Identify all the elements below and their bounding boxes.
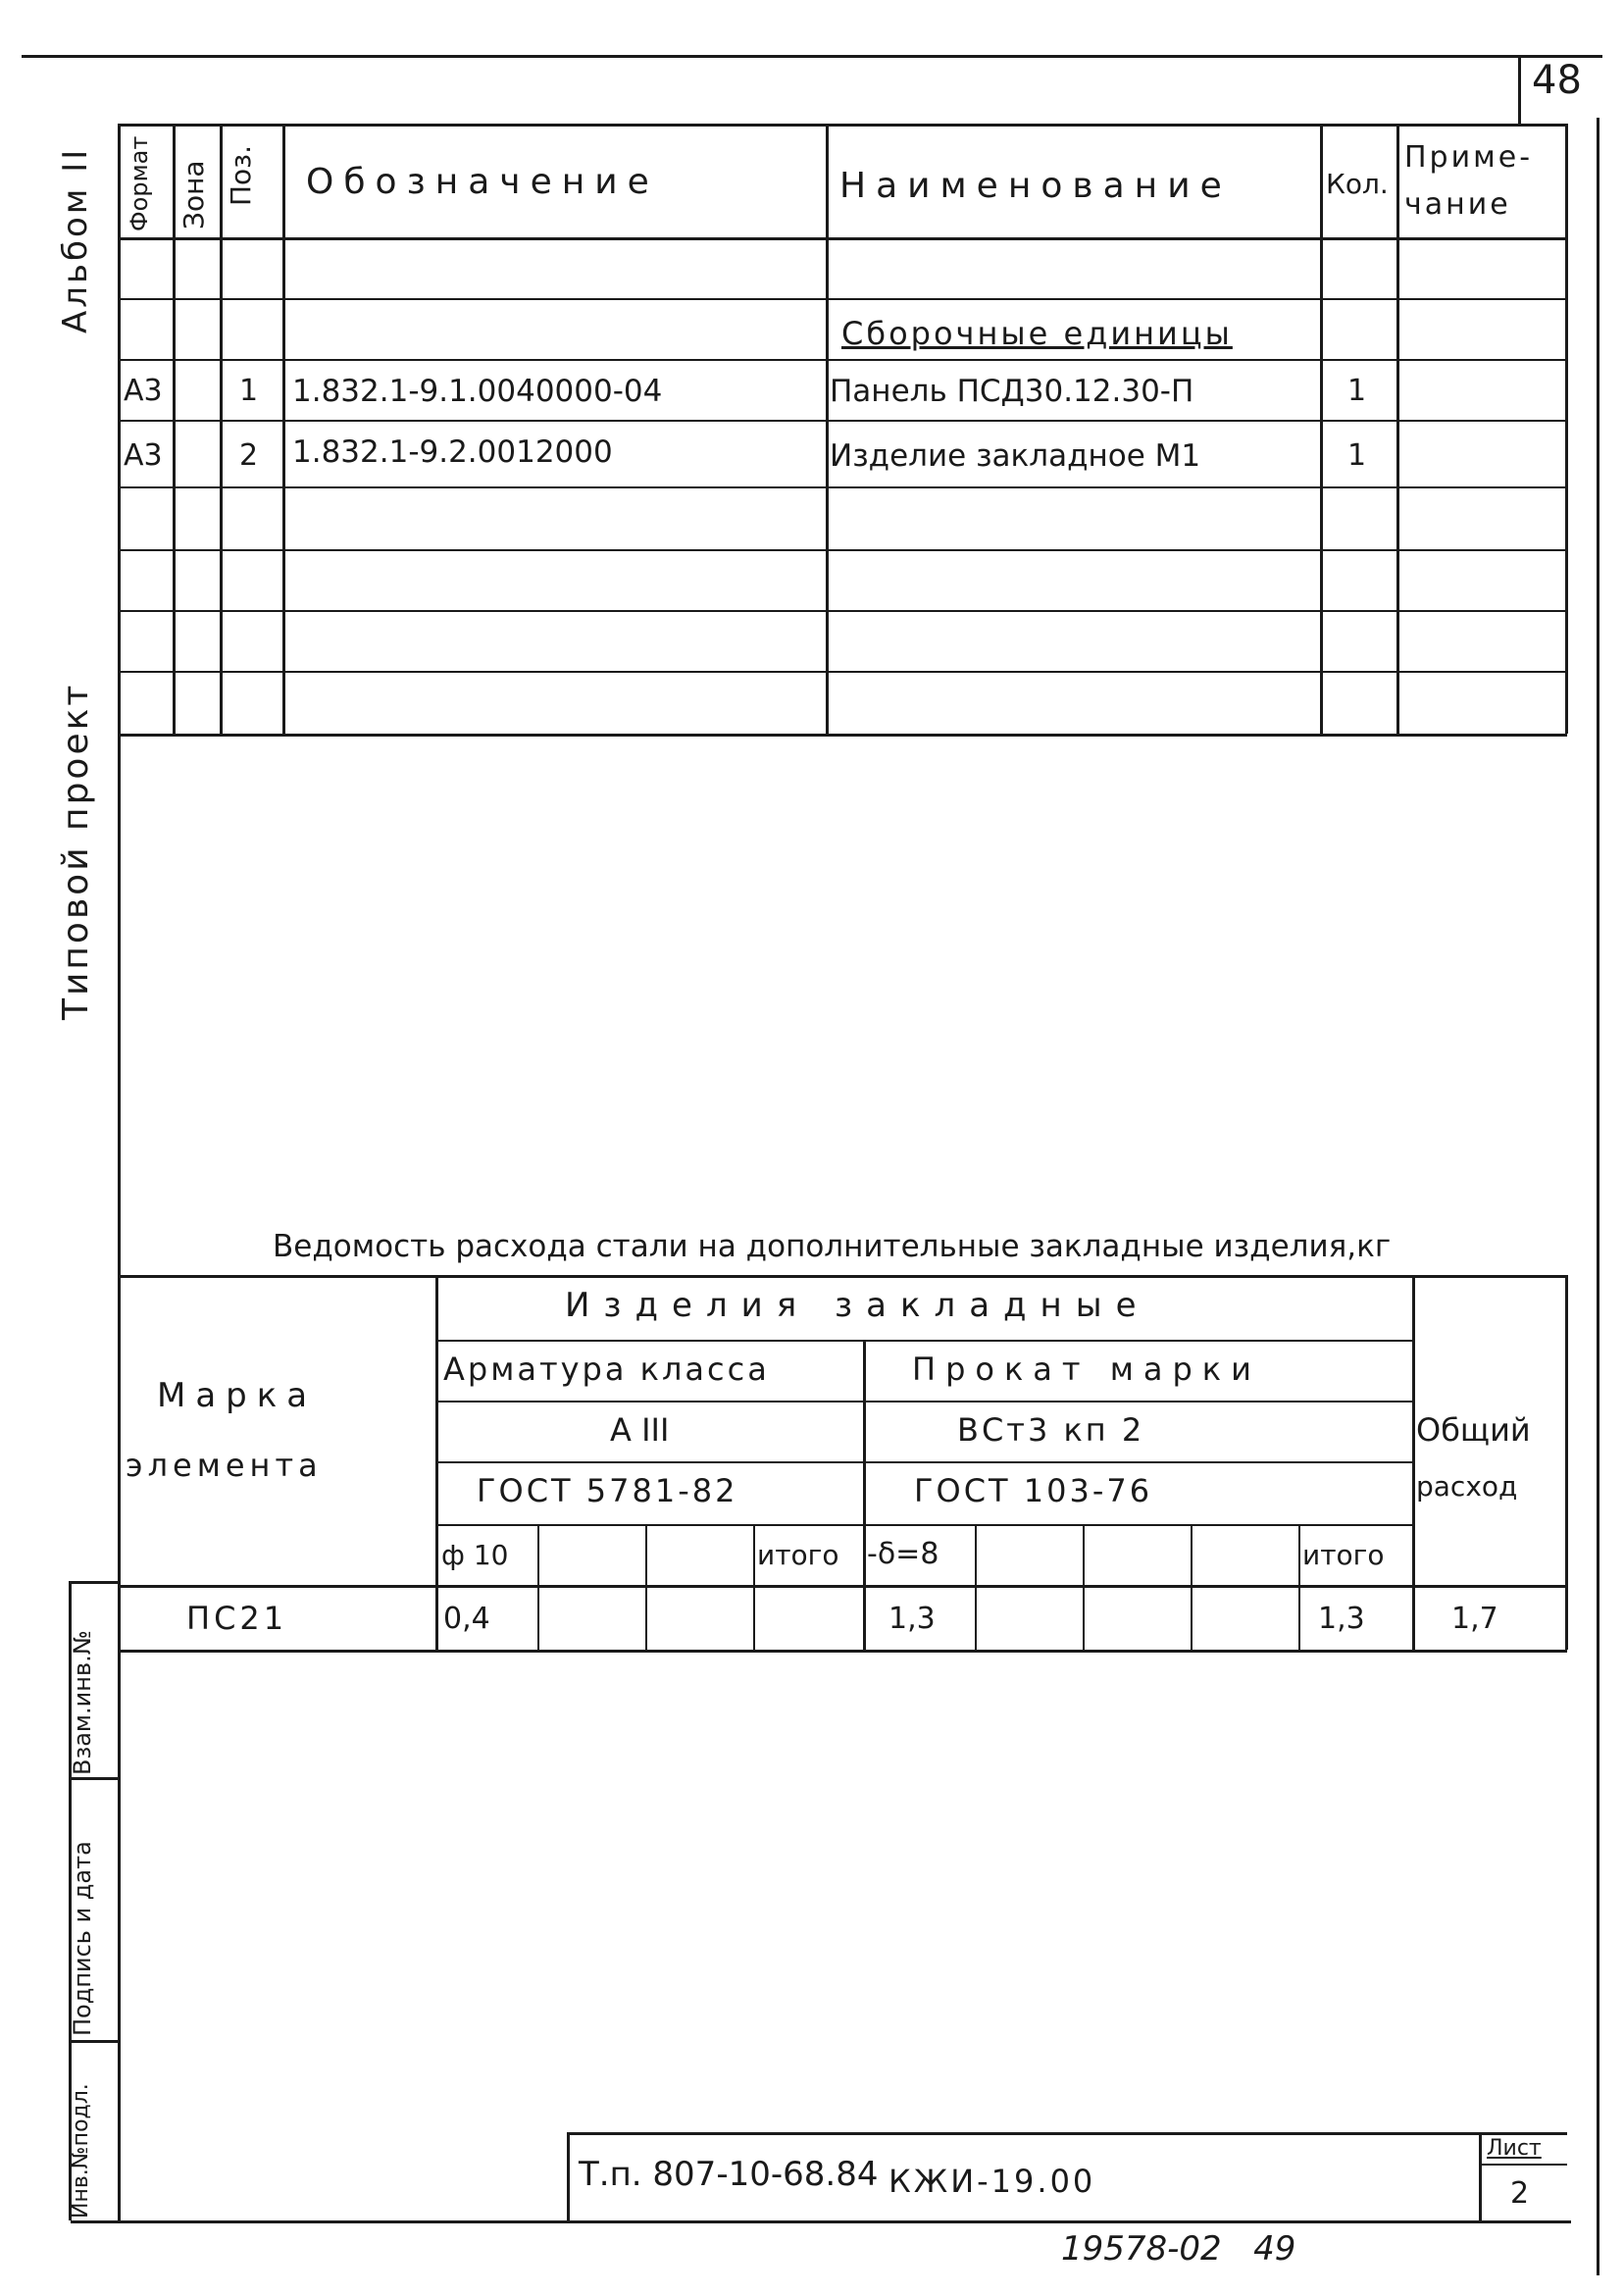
stamp-sheet-divider xyxy=(1479,2164,1567,2166)
steel-right-line xyxy=(1565,1275,1568,1650)
steel-total-label-1: Общий xyxy=(1416,1411,1531,1449)
header-format: Формат xyxy=(126,135,153,231)
spec-row-line xyxy=(118,486,1567,488)
steel-line xyxy=(435,1461,1412,1463)
podpis-data-label: Подпись и дата xyxy=(69,1841,96,2036)
header-note-1: Приме- xyxy=(1404,140,1534,175)
steel-row-overall: 1,7 xyxy=(1451,1602,1498,1636)
steel-col-line xyxy=(753,1524,755,1650)
page-number-box-left xyxy=(1518,55,1521,124)
row-designation: 1.832.1-9.1.0040000-04 xyxy=(292,374,663,409)
spec-row-line xyxy=(118,671,1567,673)
row-name: Изделие закладное М1 xyxy=(830,438,1201,474)
steel-sub-phi: ф 10 xyxy=(441,1539,509,1571)
steel-rebar-grade: А III xyxy=(610,1411,670,1449)
row-qty: 1 xyxy=(1347,438,1367,473)
stamp-doc: КЖИ-19.00 xyxy=(888,2163,1096,2200)
steel-row-rolled-total: 1,3 xyxy=(1318,1602,1365,1636)
steel-col-line xyxy=(1191,1524,1193,1650)
steel-row-mark: ПС21 xyxy=(186,1600,288,1637)
steel-subheader-bottom xyxy=(118,1585,1567,1588)
steel-col-line xyxy=(1412,1275,1415,1650)
steel-line xyxy=(435,1401,1412,1402)
spec-row-line xyxy=(118,610,1567,612)
bottom-handwritten-number: 19578-02 49 xyxy=(1061,2229,1296,2269)
side-stamp-top-line xyxy=(69,1581,120,1584)
spec-col-line xyxy=(173,124,176,734)
spec-row-line xyxy=(118,298,1567,300)
header-designation: Обозначение xyxy=(306,162,659,202)
page-number: 48 xyxy=(1532,58,1582,103)
stamp-sheet-line xyxy=(1479,2132,1482,2222)
steel-rolled-grade: Прокат марки xyxy=(912,1351,1261,1388)
spec-bottom-line xyxy=(118,734,1567,737)
stamp-sheet-number: 2 xyxy=(1510,2176,1530,2211)
steel-bottom-line xyxy=(118,1650,1567,1653)
header-qty: Кол. xyxy=(1326,168,1389,200)
steel-sub-delta: -δ=8 xyxy=(867,1537,939,1571)
row-name: Панель ПСД30.12.30-П xyxy=(830,374,1194,409)
spec-row-line xyxy=(118,549,1567,551)
steel-rebar-class: Арматура класса xyxy=(443,1351,770,1388)
steel-rebar-gost: ГОСТ 5781-82 xyxy=(477,1472,738,1509)
bottom-frame-line xyxy=(71,2220,1571,2223)
steel-col-line xyxy=(1083,1524,1085,1650)
steel-rolled-steel: ВСт3 кп 2 xyxy=(957,1411,1145,1449)
spec-row-line xyxy=(118,359,1567,361)
stamp-top-line xyxy=(567,2132,1567,2135)
steel-table-title: Ведомость расхода стали на дополнительные закладные изделия,кг xyxy=(273,1229,1392,1264)
row-format: А3 xyxy=(124,374,163,408)
right-border-line xyxy=(1597,118,1599,2275)
row-designation: 1.832.1-9.2.0012000 xyxy=(292,434,613,470)
row-format: А3 xyxy=(124,438,163,473)
header-zone: Зона xyxy=(178,160,210,230)
steel-line xyxy=(435,1524,1412,1526)
row-pos: 2 xyxy=(239,438,259,473)
steel-total-label-2: расход xyxy=(1416,1470,1518,1503)
spec-header-bottom xyxy=(118,237,1567,240)
section-title: Сборочные единицы xyxy=(841,315,1233,352)
left-frame-line xyxy=(118,124,121,2222)
top-border-line xyxy=(22,55,1602,58)
steel-rolled-gost: ГОСТ 103-76 xyxy=(914,1472,1153,1509)
project-label: Типовой проект xyxy=(56,682,96,1020)
steel-row-phi10: 0,4 xyxy=(443,1602,490,1636)
steel-col-line xyxy=(645,1524,647,1650)
row-qty: 1 xyxy=(1347,374,1367,408)
stamp-sheet-label: Лист xyxy=(1487,2136,1542,2161)
spec-col-line xyxy=(1396,124,1399,734)
stamp-left-line xyxy=(567,2132,570,2222)
steel-sub-itogo-rebar: итого xyxy=(757,1539,839,1571)
header-note-2: чание xyxy=(1404,187,1511,222)
steel-mark-label-1: Марка xyxy=(157,1376,318,1415)
stamp-code: Т.п. 807-10-68.84 xyxy=(579,2155,879,2194)
steel-row-delta8: 1,3 xyxy=(888,1602,936,1636)
steel-col-line xyxy=(863,1340,866,1650)
header-pos: Поз. xyxy=(225,145,257,206)
spec-top-line xyxy=(118,124,1567,127)
steel-col-line xyxy=(1298,1524,1300,1650)
spec-col-line xyxy=(826,124,829,734)
steel-top-line xyxy=(118,1275,1567,1278)
spec-row-line xyxy=(118,420,1567,422)
side-stamp-divider-2 xyxy=(69,2040,120,2043)
steel-line xyxy=(435,1340,1412,1342)
steel-col-line xyxy=(975,1524,977,1650)
header-name: Наименование xyxy=(839,166,1232,206)
row-pos: 1 xyxy=(239,374,259,408)
steel-sub-itogo-rolled: итого xyxy=(1302,1539,1385,1571)
vzam-inv-label: Взам.инв.№ xyxy=(69,1630,96,1775)
steel-mark-label-2: элемента xyxy=(126,1447,323,1484)
spec-col-line xyxy=(282,124,285,734)
steel-col-line xyxy=(435,1275,438,1650)
side-stamp-divider-1 xyxy=(69,1777,120,1780)
spec-col-line xyxy=(220,124,223,734)
steel-col-line xyxy=(537,1524,539,1650)
spec-col-line xyxy=(1565,124,1568,734)
album-label: Альбом II xyxy=(56,146,95,333)
inv-podl-label: Инв.№подл. xyxy=(69,2083,93,2218)
steel-embedded-label: Изделия закладные xyxy=(565,1286,1150,1325)
spec-col-line xyxy=(1320,124,1323,734)
